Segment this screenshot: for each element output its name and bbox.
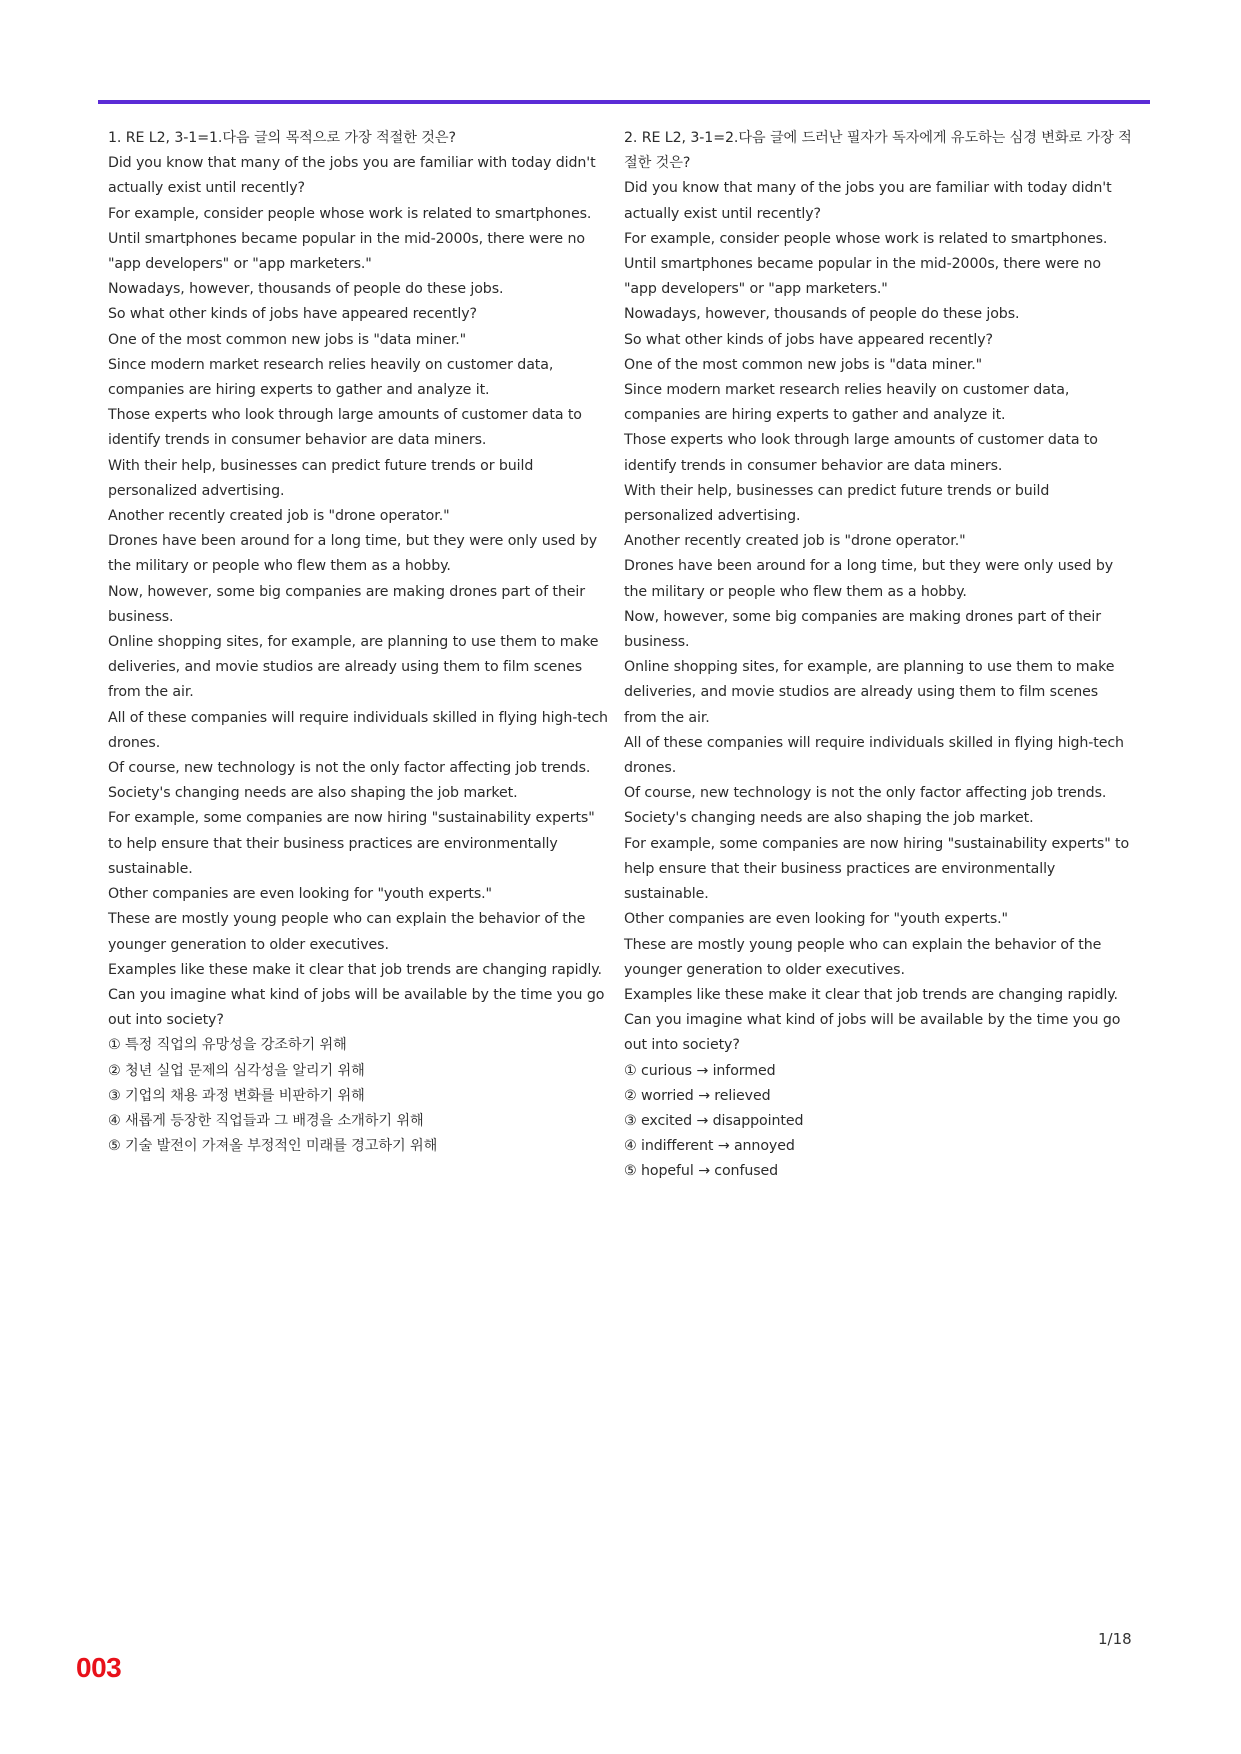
passage-line: Until smartphones became popular in the mid-2000s, there were no "app developers" or "app marketers." bbox=[624, 256, 1101, 298]
question-2-options bbox=[624, 1059, 1134, 1185]
passage-line: Another recently created job is "drone operator." bbox=[108, 508, 450, 525]
passage-line: Those experts who look through large amounts of customer data to identify trends in consumer behavior are data miners. bbox=[108, 407, 582, 449]
passage-line: All of these companies will require individuals skilled in flying high-tech drones. bbox=[624, 734, 1124, 777]
page-number: 1/18 bbox=[1098, 1630, 1132, 1648]
passage-line: Another recently created job is "drone operator." bbox=[624, 533, 966, 550]
header-rule bbox=[98, 100, 1150, 104]
question-1 bbox=[108, 126, 613, 1159]
passage-line: Online shopping sites, for example, are planning to use them to make deliveries, and movie studios are already using them to film scenes from the air. bbox=[108, 634, 599, 701]
passage-line: Society's changing needs are also shaping the job market. bbox=[108, 785, 518, 802]
passage-line: Other companies are even looking for "youth experts." bbox=[108, 886, 492, 903]
answer-option[interactable]: ⑤ 기술 발전이 가져올 부정적인 미래를 경고하기 위해 bbox=[108, 1138, 438, 1155]
answer-option[interactable]: ③ excited → disappointed bbox=[624, 1112, 804, 1129]
answer-option[interactable]: ④ 새롭게 등장한 직업들과 그 배경을 소개하기 위해 bbox=[108, 1112, 424, 1129]
passage-line: Nowadays, however, thousands of people do these jobs. bbox=[624, 306, 1020, 323]
passage-line: So what other kinds of jobs have appeared recently? bbox=[108, 306, 477, 323]
passage-line: Other companies are even looking for "youth experts." bbox=[624, 911, 1008, 928]
passage-line: With their help, businesses can predict future trends or build personalized advertising. bbox=[108, 457, 534, 499]
passage-line: Since modern market research relies heavily on customer data, companies are hiring experts to gather and analyze it. bbox=[624, 382, 1070, 424]
passage-line: Did you know that many of the jobs you are familiar with today didn't actually exist until recently? bbox=[108, 155, 596, 197]
question-1-options bbox=[108, 1033, 613, 1159]
passage-line: One of the most common new jobs is "data miner." bbox=[624, 356, 983, 373]
passage-line: For example, some companies are now hiring "sustainability experts" to help ensure that their business practices are environmentally sustainable. bbox=[624, 835, 1130, 903]
passage-line: Since modern market research relies heavily on customer data, companies are hiring experts to gather and analyze it. bbox=[108, 356, 554, 399]
answer-option[interactable]: ③ 기업의 채용 과정 변화를 비판하기 위해 bbox=[108, 1087, 365, 1104]
passage-line: So what other kinds of jobs have appeared recently? bbox=[624, 331, 993, 348]
answer-option[interactable]: ⑤ hopeful → confused bbox=[624, 1163, 779, 1180]
passage-line: One of the most common new jobs is "data miner." bbox=[108, 331, 467, 348]
passage-line: Drones have been around for a long time, but they were only used by the military or people who flew them as a hobby. bbox=[108, 533, 598, 575]
passage-line: Until smartphones became popular in the mid-2000s, there were no "app developers" or "app marketers." bbox=[108, 230, 585, 273]
passage-line: For example, consider people whose work is related to smartphones. bbox=[624, 230, 1108, 247]
passage-line: These are mostly young people who can explain the behavior of the younger generation to older executives. bbox=[624, 936, 1102, 978]
passage-line: For example, some companies are now hiring "sustainability experts" to help ensure that their business practices are environmentally sustainable. bbox=[108, 810, 595, 877]
passage-line: Examples like these make it clear that job trends are changing rapidly. bbox=[108, 961, 602, 978]
passage-line: Of course, new technology is not the only factor affecting job trends. bbox=[624, 785, 1107, 802]
answer-option[interactable]: ① curious → informed bbox=[624, 1062, 776, 1079]
passage-line: These are mostly young people who can explain the behavior of the younger generation to older executives. bbox=[108, 911, 586, 953]
passage-line: Did you know that many of the jobs you are familiar with today didn't actually exist until recently? bbox=[624, 180, 1112, 222]
question-2 bbox=[624, 126, 1134, 1185]
answer-option[interactable]: ② 청년 실업 문제의 심각성을 알리기 위해 bbox=[108, 1062, 365, 1079]
passage-line: Drones have been around for a long time, but they were only used by the military or people who flew them as a hobby. bbox=[624, 558, 1114, 600]
answer-option[interactable]: ② worried → relieved bbox=[624, 1087, 771, 1104]
passage-line: Online shopping sites, for example, are planning to use them to make deliveries, and movie studios are already using them to film scenes from the air. bbox=[624, 659, 1115, 726]
passage-line: Can you imagine what kind of jobs will be available by the time you go out into society? bbox=[108, 986, 605, 1029]
passage-line: With their help, businesses can predict future trends or build personalized advertising. bbox=[624, 482, 1050, 525]
question-1-passage bbox=[108, 151, 613, 1033]
answer-option[interactable]: ④ indifferent → annoyed bbox=[624, 1138, 795, 1155]
question-2-passage bbox=[624, 176, 1134, 1058]
question-1-header: 1. RE L2, 3-1=1.다음 글의 목적으로 가장 적절한 것은? bbox=[108, 130, 456, 146]
passage-line: Now, however, some big companies are making drones part of their business. bbox=[108, 583, 585, 625]
passage-line: Nowadays, however, thousands of people do these jobs. bbox=[108, 281, 504, 298]
passage-line: For example, consider people whose work is related to smartphones. bbox=[108, 205, 592, 222]
passage-line: Can you imagine what kind of jobs will be available by the time you go out into society? bbox=[624, 1012, 1121, 1054]
passage-line: Examples like these make it clear that job trends are changing rapidly. bbox=[624, 986, 1118, 1003]
passage-line: Of course, new technology is not the only factor affecting job trends. bbox=[108, 760, 591, 777]
passage-line: Those experts who look through large amounts of customer data to identify trends in consumer behavior are data miners. bbox=[624, 432, 1098, 474]
answer-option[interactable]: ① 특정 직업의 유망성을 강조하기 위해 bbox=[108, 1037, 347, 1054]
page-code: 003 bbox=[76, 1652, 122, 1683]
question-2-header: 2. RE L2, 3-1=2.다음 글에 드러난 필자가 독자에게 유도하는 심경 변화로 가장 적절한 것은? bbox=[624, 130, 1132, 172]
passage-line: Society's changing needs are also shaping the job market. bbox=[624, 810, 1034, 827]
passage-line: All of these companies will require individuals skilled in flying high-tech drones. bbox=[108, 709, 608, 751]
passage-line: Now, however, some big companies are making drones part of their business. bbox=[624, 608, 1101, 651]
